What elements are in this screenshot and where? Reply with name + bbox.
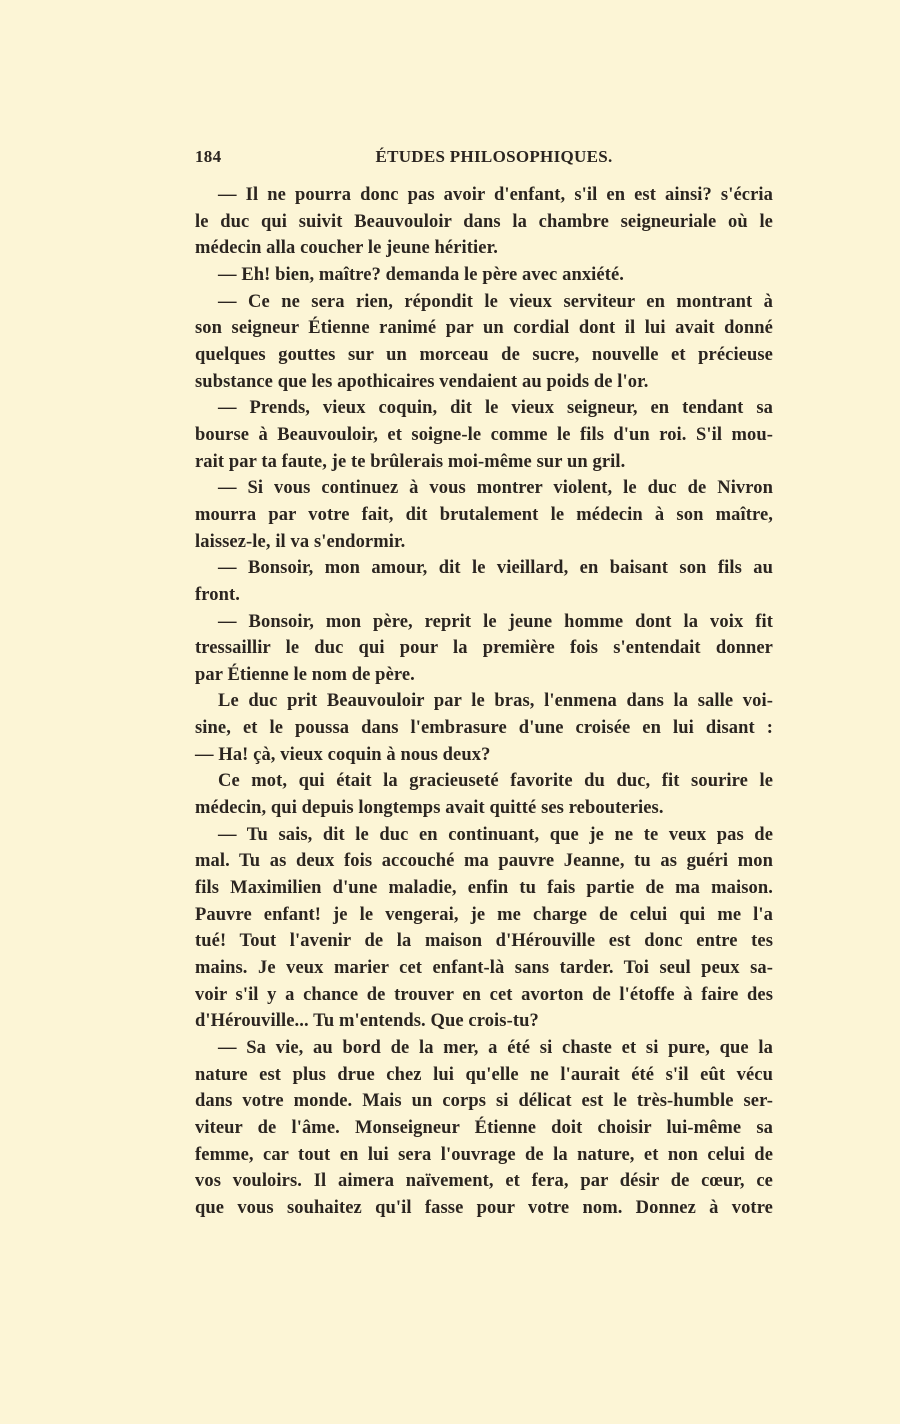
text-line: son seigneur Étienne ranimé par un cordial dont il lui avait donné <box>195 318 773 339</box>
page-body-text <box>195 182 773 1222</box>
text-line: le duc qui suivit Beauvouloir dans la chambre seigneuriale où le <box>195 211 773 232</box>
text-line: Ce mot, qui était la gracieuseté favorite du duc, fit sourire le <box>218 771 773 792</box>
text-line: laissez-le, il va s'endormir. <box>195 531 406 552</box>
text-line: d'Hérouville... Tu m'entends. Que crois-tu? <box>195 1011 539 1032</box>
text-line: que vous souhaitez qu'il fasse pour votre nom. Donnez à votre <box>195 1197 773 1218</box>
text-line: bourse à Beauvouloir, et soigne-le comme le fils d'un roi. S'il mou- <box>195 424 773 445</box>
text-line: mal. Tu as deux fois accouché ma pauvre Jeanne, tu as guéri mon <box>195 851 773 872</box>
text-line: substance que les apothicaires vendaient au poids de l'or. <box>195 371 649 392</box>
text-line: Le duc prit Beauvouloir par le bras, l'enmena dans la salle voi- <box>218 691 773 712</box>
text-line: médecin, qui depuis longtemps avait quitté ses rebouteries. <box>195 798 664 819</box>
page-number: 184 <box>195 147 222 166</box>
text-line: sine, et le poussa dans l'embrasure d'une croisée en lui disant : <box>195 718 773 739</box>
text-line: — Tu sais, dit le duc en continuant, que je ne te veux pas de <box>218 824 773 845</box>
text-line: — Si vous continuez à vous montrer violent, le duc de Nivron <box>218 478 773 499</box>
text-line: voir s'il y a chance de trouver en cet avorton de l'étoffe à faire des <box>195 984 773 1005</box>
text-line: dans votre monde. Mais un corps si délicat est le très-humble ser- <box>195 1091 773 1112</box>
running-title: ÉTUDES PHILOSOPHIQUES. <box>375 147 613 166</box>
text-line: — Eh! bien, maître? demanda le père avec anxiété. <box>218 264 625 285</box>
text-line: — Il ne pourra donc pas avoir d'enfant, s'il en est ainsi? s'écria <box>218 185 773 205</box>
text-line: — Ha! çà, vieux coquin à nous deux? <box>195 744 491 765</box>
text-line: mourra par votre fait, dit brutalement le médecin à son maître, <box>195 504 773 525</box>
text-line: fils Maximilien d'une maladie, enfin tu fais partie de ma maison. <box>195 878 773 899</box>
text-line: Pauvre enfant! je le vengerai, je me charge de celui qui me l'a <box>195 904 773 925</box>
text-line: mains. Je veux marier cet enfant-là sans tarder. Toi seul peux sa- <box>195 958 773 979</box>
text-line: viteur de l'âme. Monseigneur Étienne doit choisir lui-même sa <box>195 1117 773 1138</box>
text-line: quelques gouttes sur un morceau de sucre, nouvelle et précieuse <box>195 344 773 365</box>
text-line: front. <box>195 584 240 605</box>
text-line: par Étienne le nom de père. <box>195 664 415 685</box>
page-header <box>195 147 773 173</box>
text-line: — Bonsoir, mon père, reprit le jeune homme dont la voix fit <box>218 611 773 632</box>
text-line: — Bonsoir, mon amour, dit le vieillard, en baisant son fils au <box>218 558 773 579</box>
text-line: tressaillir le duc qui pour la première fois s'entendait donner <box>195 638 773 659</box>
text-line: vos vouloirs. Il aimera naïvement, et fera, par désir de cœur, ce <box>195 1171 773 1192</box>
text-line: femme, car tout en lui sera l'ouvrage de la nature, et non celui de <box>195 1144 773 1165</box>
text-line: tué! Tout l'avenir de la maison d'Hérouville est donc entre tes <box>195 931 773 952</box>
text-line: — Ce ne sera rien, répondit le vieux serviteur en montrant à <box>218 291 773 312</box>
text-line: médecin alla coucher le jeune héritier. <box>195 238 498 259</box>
text-line: — Sa vie, au bord de la mer, a été si chaste et si pure, que la <box>218 1038 773 1058</box>
text-line: — Prends, vieux coquin, dit le vieux seigneur, en tendant sa <box>218 398 773 419</box>
text-line: nature est plus drue chez lui qu'elle ne l'aurait été s'il eût vécu <box>195 1064 773 1085</box>
text-line: rait par ta faute, je te brûlerais moi-même sur un gril. <box>195 451 626 472</box>
